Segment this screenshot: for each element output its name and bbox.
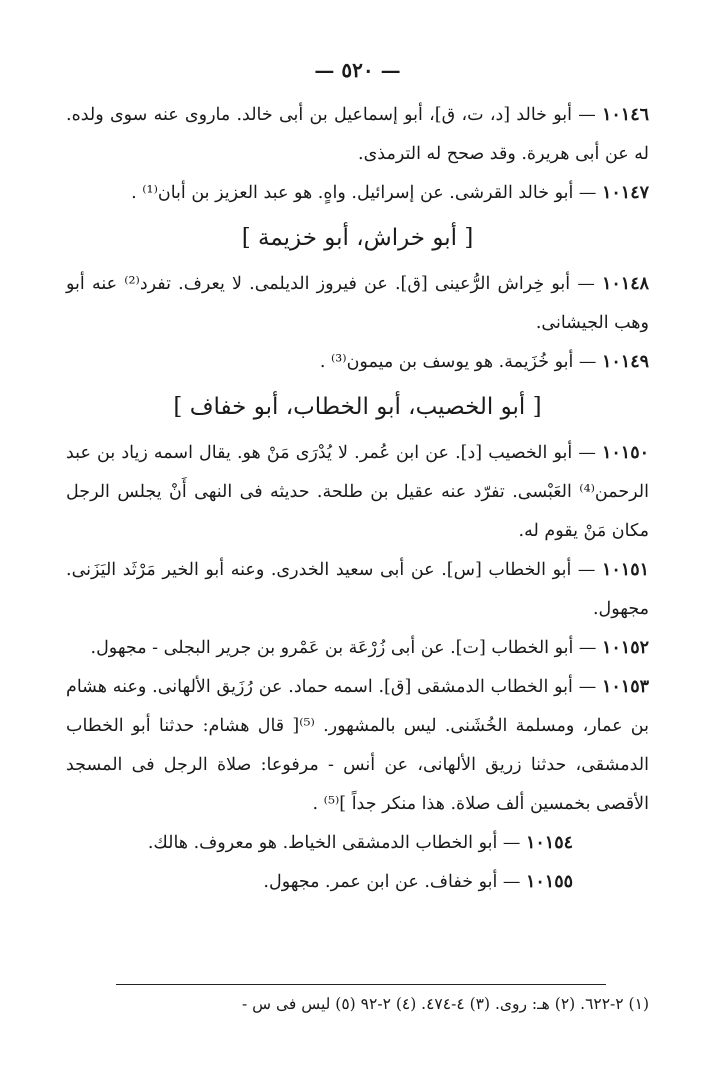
entry-text: — أبو خِراش الرُّعينى [ق]. عن فيروز الديلمى. لا يعرف. تفرد⁽²⁾ عنه أبو وهب الجيشانى.	[66, 274, 649, 333]
section-heading: [ أبو خراش، أبو خزيمة ]	[241, 225, 474, 251]
entry-10149	[66, 343, 649, 382]
entry-10148	[66, 265, 649, 343]
entry-number: ١٠١٥٢	[602, 638, 649, 658]
entry-text: — أبو الخطاب [س]. عن أبى سعيد الخدرى. وعنه أبو الخير مَرْثَد اليَزَنى. مجهول.	[66, 560, 649, 619]
entry-text: — أبو الخصيب [د]. عن ابن عُمر. لا يُدْرَى مَنْ هو. يقال اسمه زياد بن عبد الرحمن⁽⁴⁾ العَبْسى. تفرّد عنه عقيل بن طلحة. حديثه فى النهى أَنْ يجلس الرجل مكان مَنْ يقوم له.	[66, 443, 649, 541]
entry-number: ١٠١٥١	[602, 560, 649, 580]
entry-10151	[66, 551, 649, 629]
entry-text: — أبو الخطاب الدمشقى الخياط. هو معروف. هالك.	[147, 833, 526, 853]
entry-10150	[66, 434, 649, 551]
entry-10152	[66, 629, 649, 668]
entry-number: ١٠١٥٣	[602, 677, 649, 697]
entry-text: — أبو خفاف. عن ابن عمر. مجهول.	[263, 872, 526, 892]
entry-10153	[66, 668, 649, 824]
entry-number: ١٠١٥٥	[526, 872, 573, 892]
section-heading: [ أبو الخصيب، أبو الخطاب، أبو خفاف ]	[173, 394, 542, 420]
entry-number: ١٠١٤٧	[602, 183, 649, 203]
entry-text: — أبو الخطاب [ت]. عن أبى زُرْعَة بن عَمْرو بن جرير البجلى - مجهول.	[90, 638, 602, 658]
entry-number: ١٠١٤٩	[602, 352, 649, 372]
entry-number: ١٠١٤٨	[602, 274, 649, 294]
entry-10147	[66, 174, 649, 213]
page-number: — ٥٢٠ —	[314, 58, 401, 82]
entry-10155	[66, 863, 649, 902]
entry-text: — أبو الخطاب الدمشقى [ق]. اسمه حماد. عن رُزَيق الألهانى. وعنه هشام بن عمار، ومسلمة الخُشَنى. ليس بالمشهور. ⁽⁵⁾[ قال هشام: حدثنا أبو الخطاب الدمشقى، حدثنا زريق الألهانى، عن أنس - مرفوعا: صلاة الرجل فى المسجد الأقصى بخمسين ألف صلاة. هذا منكر جداً ]⁽⁵⁾ .	[66, 677, 649, 814]
entry-number: ١٠١٥٤	[526, 833, 573, 853]
entry-number: ١٠١٥٠	[602, 443, 649, 463]
entry-text: — أبو خالد [د، ت، ق]، أبو إسماعيل بن أبى خالد. ماروى عنه سوى ولده. له عن أبى هريرة. وقد صحح له الترمذى.	[66, 105, 649, 164]
footnotes: (١) ٢-٦٢٢. (٢) هـ: روى. (٣) ٤-٤٧٤. (٤) ٢-٩٢ (٥) ليس فى س -	[241, 995, 649, 1013]
footnote-divider	[116, 984, 606, 985]
entry-text: — أبو خُزَيمة. هو يوسف بن ميمون⁽³⁾ .	[319, 352, 602, 372]
entry-text: — أبو خالد القرشى. عن إسرائيل. واهٍ. هو عبد العزيز بن أبان⁽¹⁾ .	[131, 183, 602, 203]
entry-10146	[66, 96, 649, 174]
entry-10154	[66, 824, 649, 863]
entry-number: ١٠١٤٦	[602, 105, 649, 125]
